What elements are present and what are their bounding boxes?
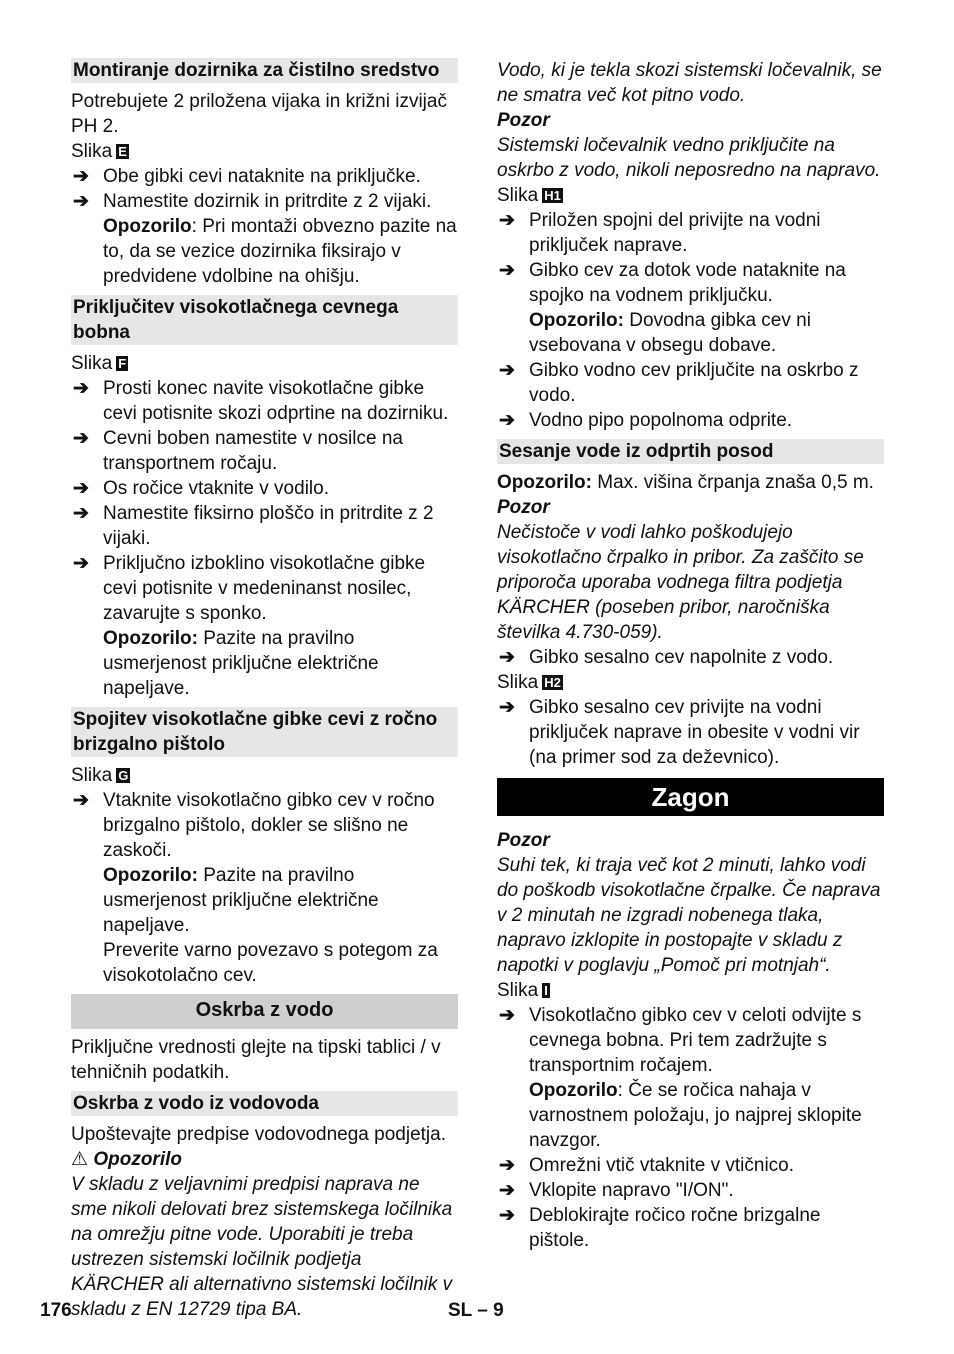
page-number: 176 bbox=[40, 1300, 72, 1321]
list-item: ➔ Gibko sesalno cev privijte na vodni priključek naprave in obesite v vodni vir (na primer sod za deževnico). bbox=[499, 697, 860, 768]
caution-label: Pozor bbox=[497, 497, 550, 518]
note: Opozorilo: Pazite na pravilno usmerjenost priključne električne napeljave. bbox=[103, 865, 379, 936]
warning-label: ⚠ Opozorilo bbox=[71, 1149, 182, 1170]
section-heading: Priključitev visokotlačnega cevnega bobna bbox=[71, 295, 458, 345]
footer-lang: SL – 9 bbox=[448, 1300, 504, 1321]
arrow-right-icon: ➔ bbox=[499, 1155, 515, 1176]
figure-ref: Slika H2 bbox=[497, 672, 561, 693]
list-item: ➔ Omrežni vtič vtaknite v vtičnico. bbox=[499, 1155, 795, 1176]
caution-text: Suhi tek, ki traja več kot 2 minuti, lahko vodi do poškodb visokotlačne črpalke. Če naprava v 2 minutah ne izgradi nobenega tlaka, napravo izklopite in postopajte v skladu z napotki v poglavju „Pomoč pri motnjah“. bbox=[497, 855, 881, 976]
paragraph: Priključne vrednosti glejte na tipski tablici / v tehničnih podatkih. bbox=[71, 1037, 441, 1083]
arrow-right-icon: ➔ bbox=[499, 410, 515, 431]
section-heading: Oskrba z vodo bbox=[71, 994, 458, 1029]
arrow-right-icon: ➔ bbox=[499, 647, 515, 668]
list-item: ➔ Vklopite napravo "I/ON". bbox=[499, 1180, 734, 1201]
note: Opozorilo: Pri montaži obvezno pazite na to, da se vezice dozirnika fiksirajo v predvidene vdolbine na ohišju. bbox=[103, 216, 457, 287]
caution-label: Pozor bbox=[497, 830, 550, 851]
arrow-right-icon: ➔ bbox=[73, 790, 89, 811]
arrow-right-icon: ➔ bbox=[73, 478, 89, 499]
chapter-heading: Zagon bbox=[497, 778, 884, 816]
list-item: ➔ Deblokirajte ročico ročne brizgalne pištole. bbox=[499, 1205, 821, 1251]
list-item: ➔ Gibko cev za dotok vode nataknite na spojko na vodnem priključku. bbox=[499, 260, 846, 306]
paragraph: Preverite varno povezavo s potegom za visokotolačno cev. bbox=[103, 940, 438, 986]
figure-label-icon: F bbox=[118, 356, 127, 371]
note: Opozorilo: Če se ročica nahaja v varnostnem položaju, jo najprej sklopite navzgor. bbox=[529, 1080, 862, 1151]
note: Opozorilo: Max. višina črpanja znaša 0,5 m. bbox=[497, 472, 874, 493]
arrow-right-icon: ➔ bbox=[499, 1180, 515, 1201]
arrow-right-icon: ➔ bbox=[73, 191, 89, 212]
paragraph: Upoštevajte predpise vodovodnega podjetja. bbox=[71, 1124, 446, 1145]
figure-ref: Slika G bbox=[71, 765, 129, 786]
arrow-right-icon: ➔ bbox=[73, 166, 89, 187]
arrow-right-icon: ➔ bbox=[499, 360, 515, 381]
figure-ref: Slika E bbox=[71, 141, 127, 162]
figure-label-icon: E bbox=[118, 144, 127, 159]
caution-text: Sistemski ločevalnik vedno priključite na oskrbo z vodo, nikoli neposredno na napravo. bbox=[497, 135, 881, 181]
list-item: ➔ Gibko vodno cev priključite na oskrbo z vodo. bbox=[499, 360, 859, 406]
note: Opozorilo: Pazite na pravilno usmerjenost priključne električne napeljave. bbox=[103, 628, 379, 699]
section-heading: Montiranje dozirnika za čistilno sredstvo bbox=[71, 58, 458, 83]
figure-ref: Slika F bbox=[71, 353, 127, 374]
arrow-right-icon: ➔ bbox=[73, 553, 89, 574]
right-column bbox=[497, 58, 884, 1253]
paragraph: Potrebujete 2 priložena vijaka in križni izvijač PH 2. bbox=[71, 91, 447, 137]
list-item: ➔ Gibko sesalno cev napolnite z vodo. bbox=[499, 647, 834, 668]
arrow-right-icon: ➔ bbox=[499, 1005, 515, 1026]
list-item: ➔ Cevni boben namestite v nosilce na transportnem ročaju. bbox=[73, 428, 403, 474]
list-item: ➔ Os ročice vtaknite v vodilo. bbox=[73, 478, 329, 499]
list-item: ➔ Priključno izboklino visokotlačne gibke cevi potisnite v medeninanst nosilec, zavarujte s sponko. bbox=[73, 553, 426, 624]
arrow-right-icon: ➔ bbox=[499, 697, 515, 718]
warning-triangle-icon: ⚠ bbox=[71, 1149, 89, 1170]
section-heading: Spojitev visokotlačne gibke cevi z ročno brizgalno pištolo bbox=[71, 707, 458, 757]
arrow-right-icon: ➔ bbox=[499, 1205, 515, 1226]
list-item: ➔ Visokotlačno gibko cev v celoti odvijte s cevnega bobna. Pri tem zadržujte s transportnim ročajem. bbox=[499, 1005, 862, 1076]
arrow-right-icon: ➔ bbox=[73, 428, 89, 449]
arrow-right-icon: ➔ bbox=[73, 378, 89, 399]
list-item: ➔ Obe gibki cevi nataknite na priključke. bbox=[73, 166, 421, 187]
warning-text: V skladu z veljavnimi predpisi naprava ne sme nikoli delovati brez sistemskega ločilnika na omrežju pitne vode. Uporabiti je treba ustrezen sistemski ločilnik podjetja KÄRCHER ali alternativno sistemski ločilnik v skladu z EN 12729 tipa BA. bbox=[71, 1174, 453, 1320]
figure-ref: Slika I bbox=[497, 980, 548, 1001]
caution-label: Pozor bbox=[497, 110, 550, 131]
arrow-right-icon: ➔ bbox=[499, 260, 515, 281]
section-heading: Oskrba z vodo iz vodovoda bbox=[71, 1091, 458, 1116]
figure-label-icon: H2 bbox=[544, 675, 561, 690]
list-item: ➔ Prosti konec navite visokotlačne gibke cevi potisnite skozi odprtine na dozirniku. bbox=[73, 378, 449, 424]
arrow-right-icon: ➔ bbox=[499, 210, 515, 231]
left-column bbox=[71, 58, 458, 1322]
arrow-right-icon: ➔ bbox=[73, 503, 89, 524]
list-item: ➔ Vtaknite visokotlačno gibko cev v ročno brizgalno pištolo, dokler se slišno ne zaskoči. bbox=[73, 790, 435, 861]
figure-ref: Slika H1 bbox=[497, 185, 561, 206]
list-item: ➔ Namestite fiksirno ploščo in pritrdite z 2 vijaki. bbox=[73, 503, 434, 549]
figure-label-icon: I bbox=[544, 983, 548, 998]
caution-text: Nečistoče v vodi lahko poškodujejo visokotlačno črpalko in pribor. Za zaščito se priporoča uporaba vodnega filtra podjetja KÄRCHER (poseben pribor, naročniška številka 4.730-059). bbox=[497, 522, 864, 643]
figure-label-icon: G bbox=[118, 768, 129, 783]
list-item: ➔ Priložen spojni del privijte na vodni priključek naprave. bbox=[499, 210, 821, 256]
list-item: ➔ Vodno pipo popolnoma odprite. bbox=[499, 410, 793, 431]
list-item: ➔ Namestite dozirnik in pritrdite z 2 vijaki. bbox=[73, 191, 432, 212]
paragraph: Vodo, ki je tekla skozi sistemski ločevalnik, se ne smatra več kot pitno vodo. bbox=[497, 60, 882, 106]
figure-label-icon: H1 bbox=[544, 188, 561, 203]
section-heading: Sesanje vode iz odprtih posod bbox=[497, 439, 884, 464]
note: Opozorilo: Dovodna gibka cev ni vsebovana v obsegu dobave. bbox=[529, 310, 811, 356]
